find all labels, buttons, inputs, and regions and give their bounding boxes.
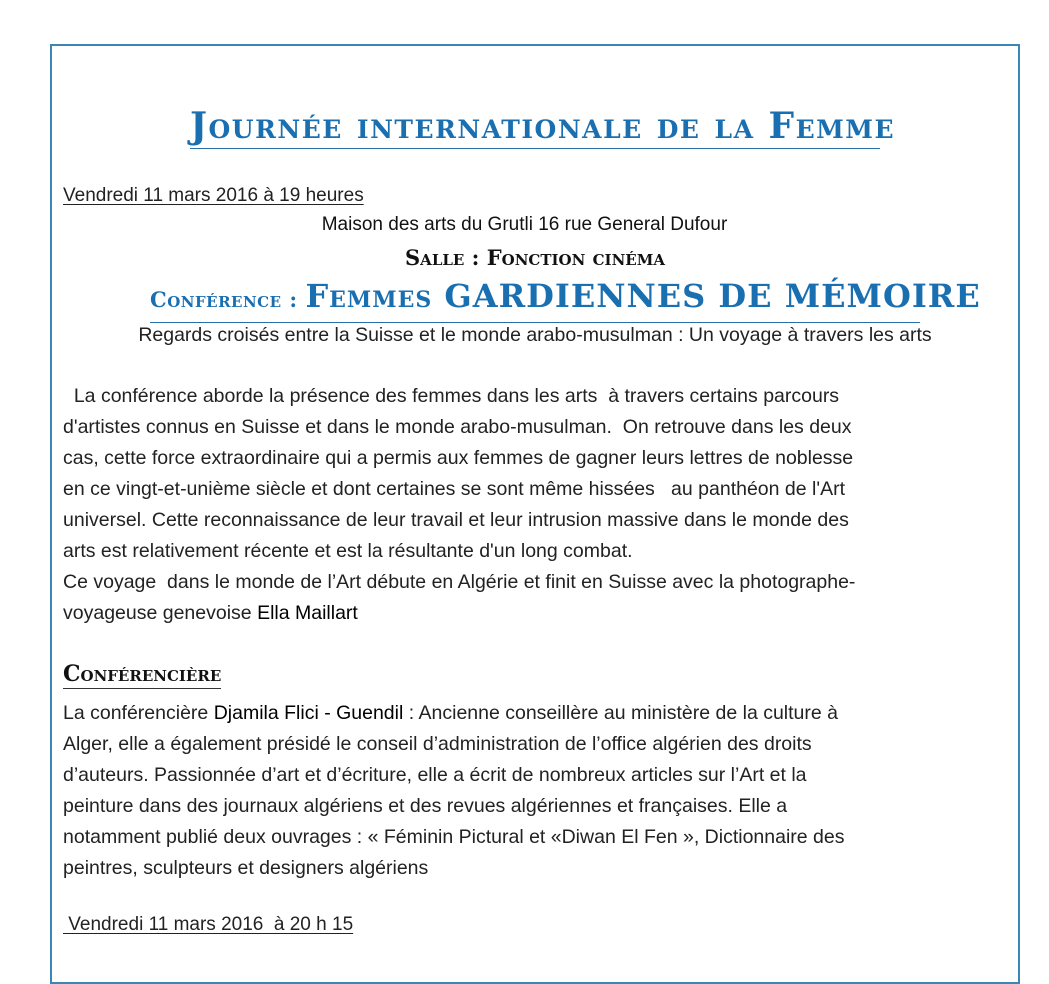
speaker-prefix: La conférencière — [63, 702, 214, 724]
speaker-line: Alger, elle a également présidé le conseil d’administration de l’office algérien des droits — [63, 733, 812, 755]
description-line: Ce voyage dans le monde de l’Art débute en Algérie et finit en Suisse avec la photographe- — [63, 571, 856, 593]
conference-name: Femmes GARDIENNES DE MÉMOIRE — [305, 277, 981, 315]
speaker-description — [63, 698, 993, 884]
speaker-first-line-suffix: : Ancienne conseillère au ministère de la culture à — [403, 702, 838, 724]
description-line: universel. Cette reconnaissance de leur travail et leur intrusion massive dans le monde des — [63, 509, 849, 531]
description-line: cas, cette force extraordinaire qui a permis aux femmes de gagner leurs lettres de noblesse — [63, 447, 854, 469]
event-venue: Maison des arts du Grutli 16 rue General Dufour — [321, 214, 728, 235]
description-line: en ce vingt-et-unième siècle et dont certaines se sont même hissées au panthéon de l'Art — [63, 478, 845, 500]
second-event-date-time: Vendredi 11 mars 2016 à 20 h 15 — [63, 914, 354, 935]
event-room: Salle : Fonction cinéma — [405, 245, 665, 270]
event-date-time: Vendredi 11 mars 2016 à 19 heures — [63, 185, 364, 206]
speaker-line: peinture dans des journaux algériens et des revues algériennes et françaises. Elle a — [63, 795, 788, 817]
speaker-line: peintres, sculpteurs et designers algériens — [63, 857, 429, 879]
conference-subtitle: Regards croisés entre la Suisse et le monde arabo-musulman : Un voyage à travers les arts — [138, 324, 932, 346]
speaker-line — [63, 698, 993, 729]
section-heading-speaker: Conférencière — [63, 661, 222, 687]
speaker-name: Djamila Flici - Guendil — [213, 702, 404, 724]
description-line: La conférence aborde la présence des femmes dans les arts à travers certains parcours — [63, 385, 840, 407]
artist-name: Ella Maillart — [257, 602, 358, 624]
speaker-line: notamment publié deux ouvrages : « Féminin Pictural et «Diwan El Fen », Dictionnaire des — [63, 826, 845, 848]
description-line — [63, 598, 993, 629]
conference-description — [63, 381, 993, 629]
description-line-prefix: voyageuse genevoise — [63, 602, 258, 624]
speaker-line: d’auteurs. Passionnée d’art et d’écriture, elle a écrit de nombreux articles sur l’Art et la — [63, 764, 807, 786]
page-title: Journée internationale de la Femme — [190, 105, 896, 147]
description-line: d'artistes connus en Suisse et dans le monde arabo-musulman. On retrouve dans les deux — [63, 416, 852, 438]
conference-label: Conférence : — [150, 287, 306, 312]
description-line: arts est relativement récente et est la résultante d'un long combat. — [63, 540, 633, 562]
conference-title — [150, 276, 981, 323]
